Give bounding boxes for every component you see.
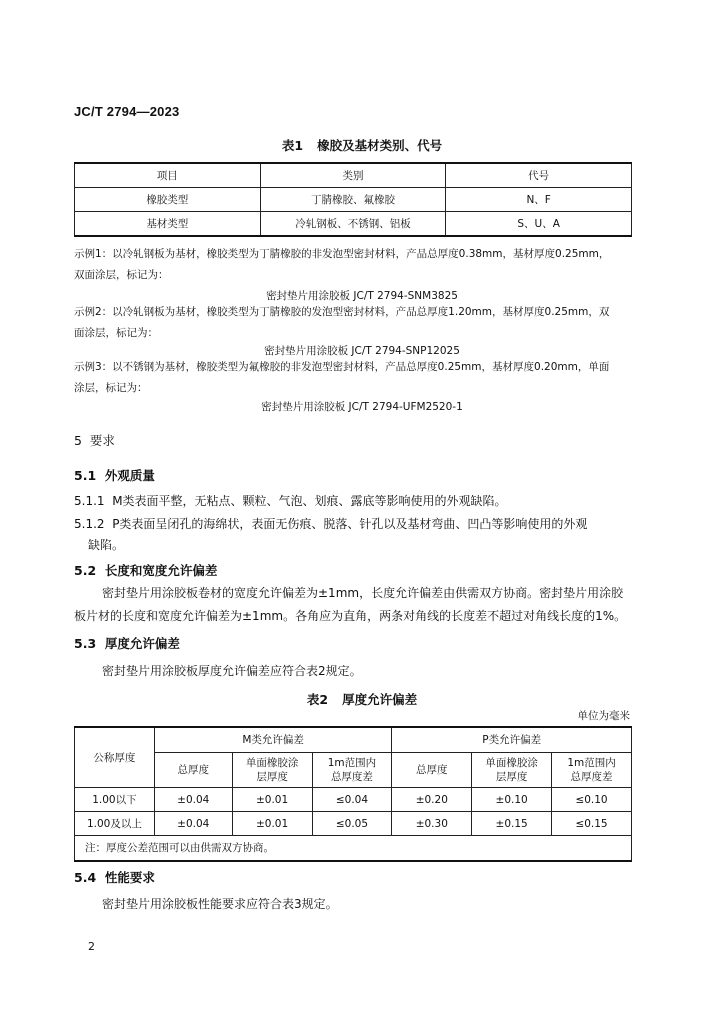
table-cell: ≤0.04: [312, 788, 392, 812]
table-cell: ≤0.10: [552, 788, 632, 812]
section-title: 性能要求: [104, 870, 155, 885]
section-number: 5.1.2: [74, 517, 105, 531]
table1-caption-title: 橡胶及基材类别、代号: [317, 138, 443, 153]
table-cell: N、F: [446, 188, 632, 212]
section-text: M类表面平整，无粘点、颗粒、气泡、划痕、露底等影响使用的外观缺陷。: [112, 494, 507, 508]
table-cell: ±0.30: [392, 812, 472, 836]
example3-code: 密封垫片用涂胶板 JC/T 2794-UFM2520-1: [261, 401, 463, 413]
section-number: 5.4: [74, 870, 97, 885]
section-title: 厚度允许偏差: [104, 636, 180, 651]
table-cell: ±0.04: [154, 812, 232, 836]
example2-code: 密封垫片用涂胶板 JC/T 2794-SNP12025: [264, 345, 460, 357]
section5-4-text: 密封垫片用涂胶板性能要求应符合表3规定。: [102, 897, 338, 911]
table2-caption-title: 厚度允许偏差: [342, 692, 418, 707]
table2-header-cell: 总厚度: [154, 753, 232, 788]
table1-header-cell: 类别: [260, 163, 446, 188]
table-cell: ≤0.15: [552, 812, 632, 836]
table-cell: ±0.20: [392, 788, 472, 812]
table-cell: 1.00及以上: [75, 812, 155, 836]
section5-3-text: 密封垫片用涂胶板厚度允许偏差应符合表2规定。: [102, 664, 362, 678]
table-cell: 丁腈橡胶、氟橡胶: [260, 188, 446, 212]
table-cell: ±0.10: [472, 788, 552, 812]
section-title: 长度和宽度允许偏差: [104, 563, 218, 578]
table-row: [75, 812, 632, 836]
table-cell: 基材类型: [75, 212, 261, 237]
section5-2-heading: [74, 561, 217, 579]
table2-header-cell: 1m范围内总厚度差: [552, 753, 632, 788]
table-cell: 橡胶类型: [75, 188, 261, 212]
section-text: P类表面呈闭孔的海绵状，表面无伤痕、脱落、针孔以及基材弯曲、凹凸等影响使用的外观: [112, 517, 588, 531]
table-cell: ±0.01: [232, 788, 312, 812]
section-number: 5.1.1: [74, 494, 105, 508]
example3-line2: 涂层，标记为：: [74, 382, 148, 394]
example1-code: 密封垫片用涂胶板 JC/T 2794-SNM3825: [266, 290, 458, 302]
table-cell: 1.00以下: [75, 788, 155, 812]
table2-header-cell: 单面橡胶涂层厚度: [472, 753, 552, 788]
section5-heading: [74, 431, 115, 449]
section-number: 5.1: [74, 468, 97, 483]
table1-caption: [0, 136, 724, 154]
section-title: 要求: [89, 433, 115, 448]
table2-note: 注：厚度公差范围可以由供需双方协商。: [75, 836, 632, 862]
table2: [74, 726, 632, 862]
example3-line1: 示例3：以不锈钢为基材，橡胶类型为氟橡胶的非发泡型密封材料，产品总厚度0.25mm，基材厚度0.20mm，单面: [74, 361, 610, 373]
table2-note-row: [75, 836, 632, 862]
section-number: 5.3: [74, 636, 97, 651]
section5-1-1: [74, 492, 507, 509]
section5-4-heading: [74, 868, 155, 886]
table2-header-cell: 单面橡胶涂层厚度: [232, 753, 312, 788]
page-number: 2: [88, 940, 95, 953]
section5-2-text: 密封垫片用涂胶板卷材的宽度允许偏差为±1mm，长度允许偏差由供需双方协商。密封垫片用涂胶板片材的长度和宽度允许偏差为±1mm。各角应为直角，两条对角线的长度差不超过对角线长度的1%。: [74, 586, 627, 623]
section5-1-2: [74, 515, 587, 532]
section5-1-2-continued: 缺陷。: [88, 538, 125, 552]
table1-header-row: [75, 163, 632, 188]
section-number: 5.2: [74, 563, 97, 578]
table2-header-cell: M类允许偏差: [154, 727, 392, 753]
table2-header-cell: 公称厚度: [75, 727, 155, 788]
table2-caption: [0, 690, 724, 708]
table-cell: ±0.04: [154, 788, 232, 812]
table2-header-cell: 总厚度: [392, 753, 472, 788]
table-cell: ±0.15: [472, 812, 552, 836]
table-cell: ≤0.05: [312, 812, 392, 836]
table1-header-cell: 项目: [75, 163, 261, 188]
example1-line2: 双面涂层，标记为：: [74, 269, 169, 281]
table-row: [75, 212, 632, 237]
table2-header-cell: P类允许偏差: [392, 727, 632, 753]
table-cell: ±0.01: [232, 812, 312, 836]
standard-code-header: JC/T 2794—2023: [74, 104, 180, 119]
table-cell: 冷轧钢板、不锈钢、铝板: [260, 212, 446, 237]
table2-caption-number: 表2: [306, 692, 329, 707]
table1: [74, 162, 632, 237]
section-number: 5: [74, 433, 82, 448]
table2-header-row: [75, 727, 632, 753]
section5-1-heading: [74, 466, 155, 484]
table1-caption-number: 表1: [281, 138, 304, 153]
example2-line2: 面涂层，标记为：: [74, 327, 158, 339]
section-title: 外观质量: [104, 468, 155, 483]
table1-header-cell: 代号: [446, 163, 632, 188]
section5-3-heading: [74, 634, 180, 652]
table2-header-cell: 1m范围内总厚度差: [312, 753, 392, 788]
table-cell: S、U、A: [446, 212, 632, 237]
table2-unit: 单位为毫米: [577, 710, 630, 722]
table2-subheader-row: [75, 753, 632, 788]
example2-line1: 示例2：以冷轧钢板为基材，橡胶类型为丁腈橡胶的发泡型密封材料，产品总厚度1.20mm，基材厚度0.25mm，双: [74, 306, 610, 318]
table-row: [75, 788, 632, 812]
example1-line1: 示例1：以冷轧钢板为基材，橡胶类型为丁腈橡胶的非发泡型密封材料，产品总厚度0.38mm，基材厚度0.25mm，: [74, 248, 610, 260]
table-row: [75, 188, 632, 212]
